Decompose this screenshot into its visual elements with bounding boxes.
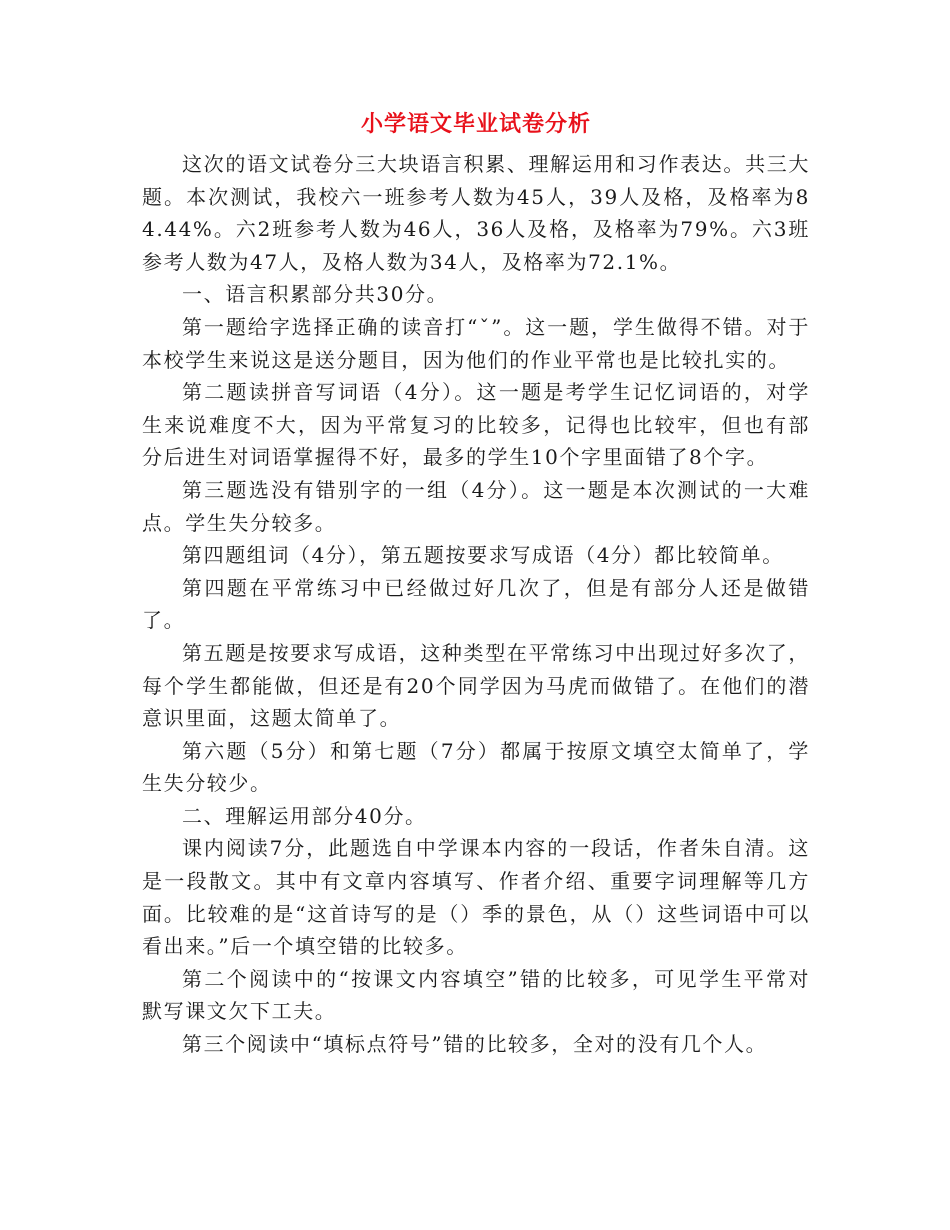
document-title: 小学语文毕业试卷分析 [360, 111, 591, 137]
document-page [142, 104, 810, 1061]
paragraph-question-2: 第二题读拼音写词语（4分）。这一题是考学生记忆词语的，对学生来说难度不大，因为平常复习的比较多，记得也比较牢，但也有部分后进生对词语掌握得不好，最多的学生10个字里面错了8个字。 [142, 380, 810, 470]
paragraph-question-4-detail: 第四题在平常练习中已经做过好几次了，但是有部分人还是做错了。 [142, 575, 810, 633]
paragraph-question-1: 第一题给字选择正确的读音打“ˇ”。这一题，学生做得不错。对于本校学生来说这是送分题目，因为他们的作业平常也是比较扎实的。 [142, 314, 810, 372]
paragraph-reading-3: 第三个阅读中“填标点符号”错的比较多，全对的没有几个人。 [182, 1032, 768, 1057]
paragraph-question-3: 第三题选没有错别字的一组（4分）。这一题是本次测试的一大难点。学生失分较多。 [142, 477, 810, 535]
paragraph-reading-1: 课内阅读7分，此题选自中学课本内容的一段话，作者朱自清。这是一段散文。其中有文章内容填写、作者介绍、重要字词理解等几方面。比较难的是“这首诗写的是（）季的景色，从（）这些词语中可以看出来。”后一个填空错的比较多。 [142, 836, 810, 959]
paragraph-section-1-heading: 一、语言积累部分共30分。 [182, 282, 449, 307]
paragraph-question-4-5: 第四题组词（4分），第五题按要求写成语（4分）都比较简单。 [182, 543, 784, 568]
paragraph-intro: 这次的语文试卷分三大块语言积累、理解运用和习作表达。共三大题。本次测试，我校六一班参考人数为45人，39人及格，及格率为84.44%。六2班参考人数为46人，36人及格，及格率为79%。六3班参考人数为47人，及格人数为34人，及格率为72.1%。 [142, 152, 810, 274]
paragraph-question-5-detail: 第五题是按要求写成语，这种类型在平常练习中出现过好多次了，每个学生都能做，但还是有20个同学因为马虎而做错了。在他们的潜意识里面，这题太简单了。 [142, 640, 810, 731]
paragraph-question-6-7: 第六题（5分）和第七题（7分）都属于按原文填空太简单了，学生失分较少。 [142, 738, 810, 796]
paragraph-reading-2: 第二个阅读中的“按课文内容填空”错的比较多，可见学生平常对默写课文欠下工夫。 [142, 966, 810, 1024]
paragraph-section-2-heading: 二、理解运用部分40分。 [182, 803, 427, 828]
